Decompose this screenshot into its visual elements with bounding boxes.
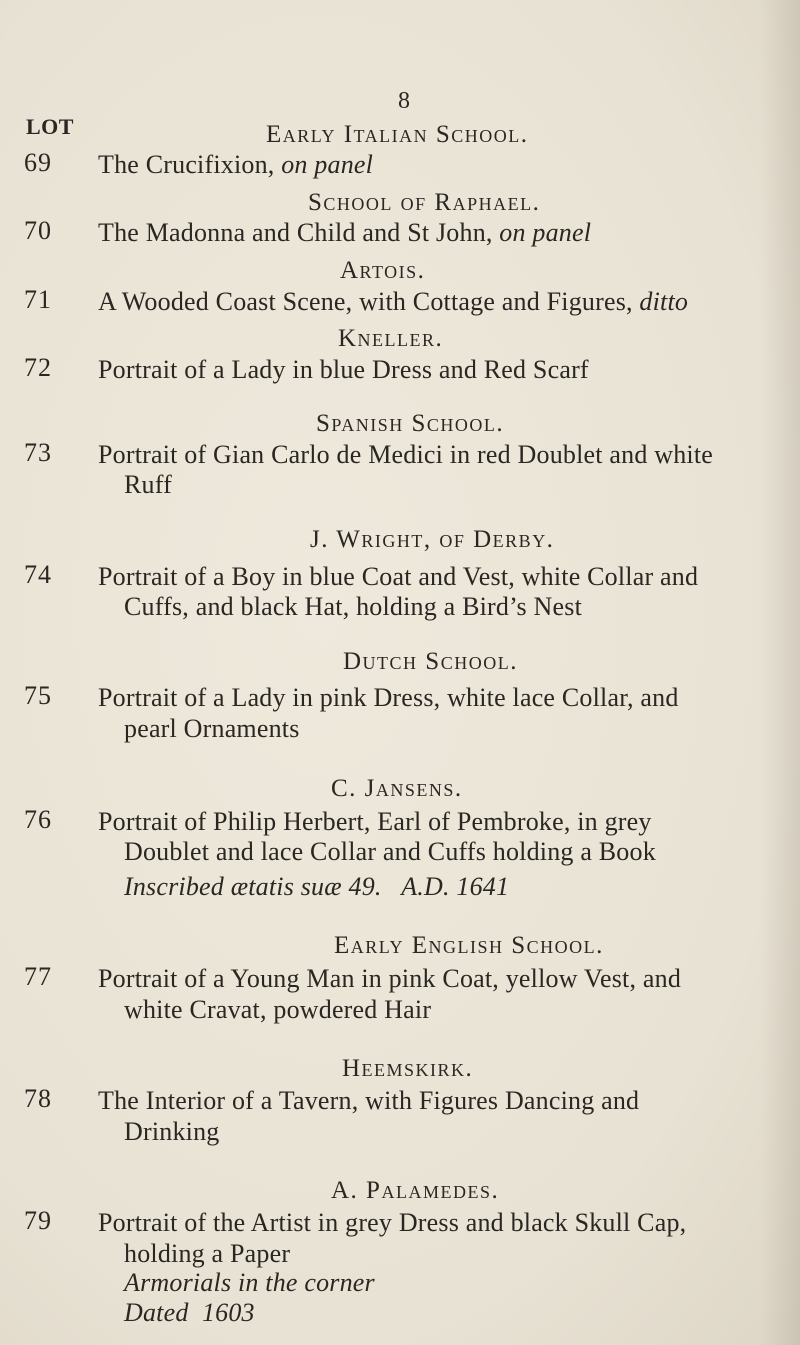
- lot-date: Dated 1603: [124, 1298, 255, 1327]
- lot-note: Armorials in the corner: [124, 1268, 375, 1297]
- school-heading: Kneller.: [338, 325, 444, 352]
- lot-description: Portrait of a Lady in blue Dress and Red Scarf: [98, 355, 589, 384]
- lot-description: Portrait of Philip Herbert, Earl of Pembroke, in grey: [98, 807, 652, 836]
- lot-number: 73: [24, 438, 52, 467]
- lot-description-continued: Ruff: [124, 470, 172, 499]
- lot-description: Portrait of Gian Carlo de Medici in red Doublet and white: [98, 440, 714, 469]
- school-heading: Early Italian School.: [266, 121, 529, 148]
- lot-inscription: Inscribed ætatis suæ 49. A.D. 1641: [124, 872, 510, 901]
- school-heading: J. Wright, of Derby.: [310, 526, 555, 553]
- page-edge-shadow: [760, 0, 800, 1345]
- school-heading: Early English School.: [334, 932, 604, 959]
- lot-number: 76: [24, 805, 52, 834]
- lot-description: The Interior of a Tavern, with Figures Dancing and: [98, 1086, 640, 1115]
- lot-number: 79: [24, 1206, 52, 1235]
- lot-description: Portrait of a Young Man in pink Coat, yellow Vest, and: [98, 964, 682, 993]
- page-number: 8: [398, 88, 410, 114]
- school-heading: Heemskirk.: [342, 1055, 474, 1082]
- lot-number: 71: [24, 285, 52, 314]
- lot-description-continued: Cuffs, and black Hat, holding a Bird’s Nest: [124, 592, 583, 621]
- lot-description-continued: holding a Paper: [124, 1239, 291, 1268]
- school-heading: C. Jansens.: [331, 775, 463, 802]
- school-heading: Spanish School.: [316, 410, 505, 437]
- lot-description-continued: Drinking: [124, 1117, 220, 1146]
- lot-description-continued: pearl Ornaments: [124, 714, 300, 743]
- lot-number: 74: [24, 560, 52, 589]
- lot-number: 75: [24, 681, 52, 710]
- lot-number: 69: [24, 148, 52, 177]
- lot-description: The Crucifixion, on panel: [98, 150, 374, 179]
- lot-description-continued: Doublet and lace Collar and Cuffs holding a Book: [124, 837, 656, 866]
- lot-number: 77: [24, 962, 52, 991]
- lot-description: Portrait of the Artist in grey Dress and black Skull Cap,: [98, 1208, 687, 1237]
- school-heading: Artois.: [340, 257, 426, 284]
- lot-description: The Madonna and Child and St John, on panel: [98, 218, 592, 247]
- lot-description-continued: white Cravat, powdered Hair: [124, 995, 432, 1024]
- lot-description: Portrait of a Lady in pink Dress, white lace Collar, and: [98, 683, 679, 712]
- lot-number: 72: [24, 353, 52, 382]
- lot-number: 70: [24, 216, 52, 245]
- school-heading: Dutch School.: [343, 648, 518, 675]
- lot-column-heading: LOT: [26, 114, 74, 139]
- lot-number: 78: [24, 1084, 52, 1113]
- school-heading: A. Palamedes.: [331, 1177, 500, 1204]
- lot-description: A Wooded Coast Scene, with Cottage and Figures, ditto: [98, 287, 689, 316]
- lot-description: Portrait of a Boy in blue Coat and Vest, white Collar and: [98, 562, 699, 591]
- school-heading: School of Raphael.: [308, 189, 541, 216]
